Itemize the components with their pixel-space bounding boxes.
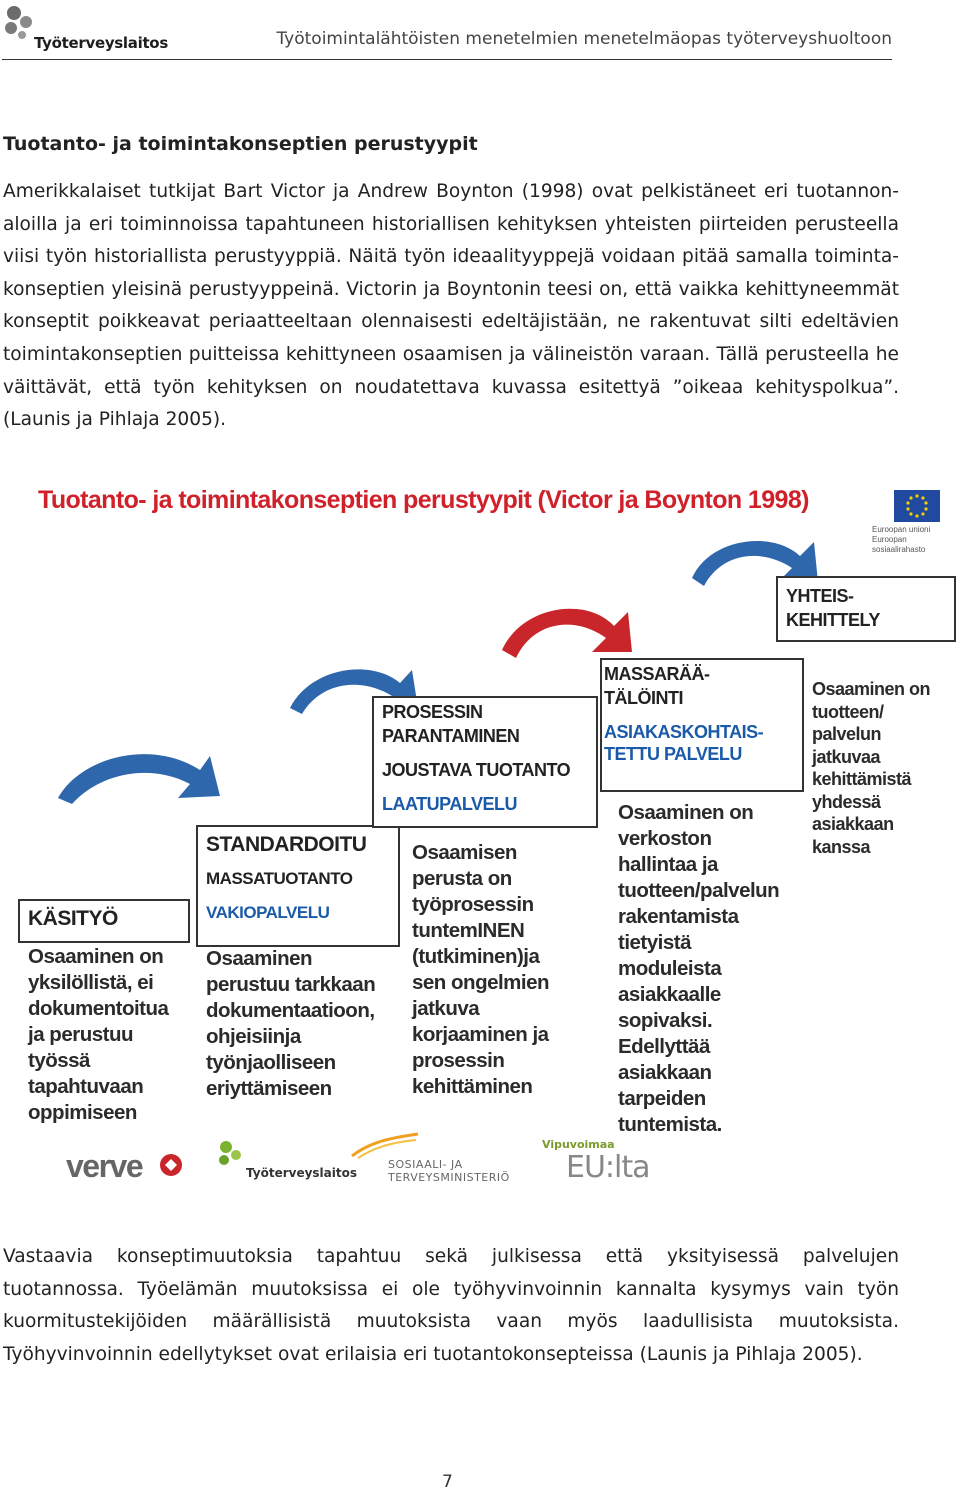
partner-logos [10,1130,710,1190]
header-title: Työtoimintalähtöisten menetelmien menetelmäopas työterveyshuoltoon [276,29,892,49]
stage-label: PROSESSIN [382,702,483,722]
stage-label: YHTEIS- [786,586,854,606]
eulta-logo [538,1134,658,1190]
eu-caption-line: Euroopan sosiaalirahasto [872,535,926,554]
stage-sublabel: JOUSTAVA TUOTANTO [382,760,571,780]
diagram-title: Tuotanto- ja toimintakonseptien perustyypit (Victor ja Boynton 1998) [38,486,809,514]
stage-box-standardoitu [196,825,400,947]
stm-text-line: TERVEYSMINISTERIÖ [388,1171,510,1184]
stm-logo [350,1132,530,1192]
eulta-big-text: EU:lta [566,1150,650,1185]
stage-box-kasityo [18,899,190,943]
eu-caption [872,525,960,555]
stage-label: STANDARDOITU [206,833,367,856]
stm-wave-icon [350,1132,420,1160]
ttl-partner-mark-icon [216,1138,246,1178]
stm-text [388,1158,510,1184]
red-arrow-icon [502,609,632,658]
stage-label: TÄLÖINTI [604,688,683,708]
stage-box-prosessin-parantaminen [372,696,598,828]
section-heading: Tuotanto- ja toimintakonseptien perustyypit [3,133,478,155]
header-logo [2,4,168,54]
stage-label: KÄSITYÖ [28,907,118,930]
ttl-partner-text: Työterveyslaitos [246,1166,357,1180]
blue-arrow-icon [58,754,220,804]
logo-text: Työterveyslaitos [34,34,168,52]
stage-box-yhteiskehittely [776,576,956,642]
eu-caption-line: Euroopan unioni [872,525,931,534]
stage-service-label: ASIAKASKOHTAIS- [604,722,764,742]
stage-description: Osaaminen on yksilöllistä, ei dokumentoitua ja perustuu työssä tapahtuvaan oppimiseen [28,945,169,1124]
intro-paragraph: Amerikkalaiset tutkijat Bart Victor ja Andrew Boynton (1998) ovat pelkistäneet eri tuotannon-aloilla ja eri toiminnoissa tapahtuneen historiallisen kehityksen yhteisten piirteiden perusteella viisi työn historiallista perustyyppiä. Näitä työn ideaalityyppejä voidaan pitää samalla toiminta-konseptien yleisinä perustyyppeinä. Victorin ja Boyntonin teesi on, että vaikka kehittyneemmät konseptit poikkeavat periaatteeltaan olennaisesti edeltäjistään, ne rakentuvat silti edeltävien toimintakonseptien puitteissa kehittyneen osaamisen ja välineistön varaan. Tällä perusteella he väittävät, että työn kehityksen on noudatettava kuvassa esitettyä ”oikeaa kehityspolkua”. (Launis ja Pihlaja 2005). [3,181,899,431]
stage-label: PARANTAMINEN [382,726,520,746]
stage-description: Osaaminen on verkoston hallintaa ja tuotteen/palvelun rakentamista tietyistä moduleista asiakkaalle sopivaksi. Edellyttää asiakkaan tarpeiden tuntemista. [618,801,780,1136]
stage-service-label: LAATUPALVELU [382,794,517,814]
eulta-small-text: Vipuvoimaa [542,1138,615,1151]
stage-sublabel: MASSATUOTANTO [206,869,353,888]
eu-flag-icon [894,490,940,522]
stm-text-line: SOSIAALI- JA [388,1158,463,1171]
ttl-partner-logo [216,1138,357,1188]
stage-label: KEHITTELY [786,610,880,630]
stage-description: Osaamisen perusta on työprosessin tuntemINEN (tutkiminen)ja sen ongelmien jatkuva korjaaminen ja prosessin kehittäminen [412,841,550,1098]
verve-logo: verve [66,1148,143,1184]
stage-service-label: TETTU PALVELU [604,744,742,764]
stage-label: MASSARÄÄ- [604,664,710,684]
header-divider [2,59,892,60]
stage-box-massaraatalointi [600,658,804,792]
stage-description: Osaaminen perustuu tarkkaan dokumentaatioon, ohjeisiinja työnjaolliseen eriyttämiseen [206,947,376,1100]
stage-description: Osaaminen on tuotteen/ palvelun jatkuvaa kehittämistä yhdessä asiakkaan kanssa [812,679,931,857]
verve-mark-icon [158,1152,184,1178]
closing-paragraph: Vastaavia konseptimuutoksia tapahtuu sekä julkisessa että yksityisessä palvelujen tuotannossa. Työelämän muutoksissa ei ole työhyvinvoinnin kannalta kysymys vain työn kuormitustekijöiden määrällisistä muutoksista vaan myös laadullisista muutoksista. Työhyvinvoinnin edellytykset ovat erilaisia eri tuotantokonsepteissa (Launis ja Pihlaja 2005). [3,1246,899,1365]
stage-service-label: VAKIOPALVELU [206,903,330,922]
page-number: 7 [442,1472,453,1492]
concept-diagram [10,478,960,1198]
